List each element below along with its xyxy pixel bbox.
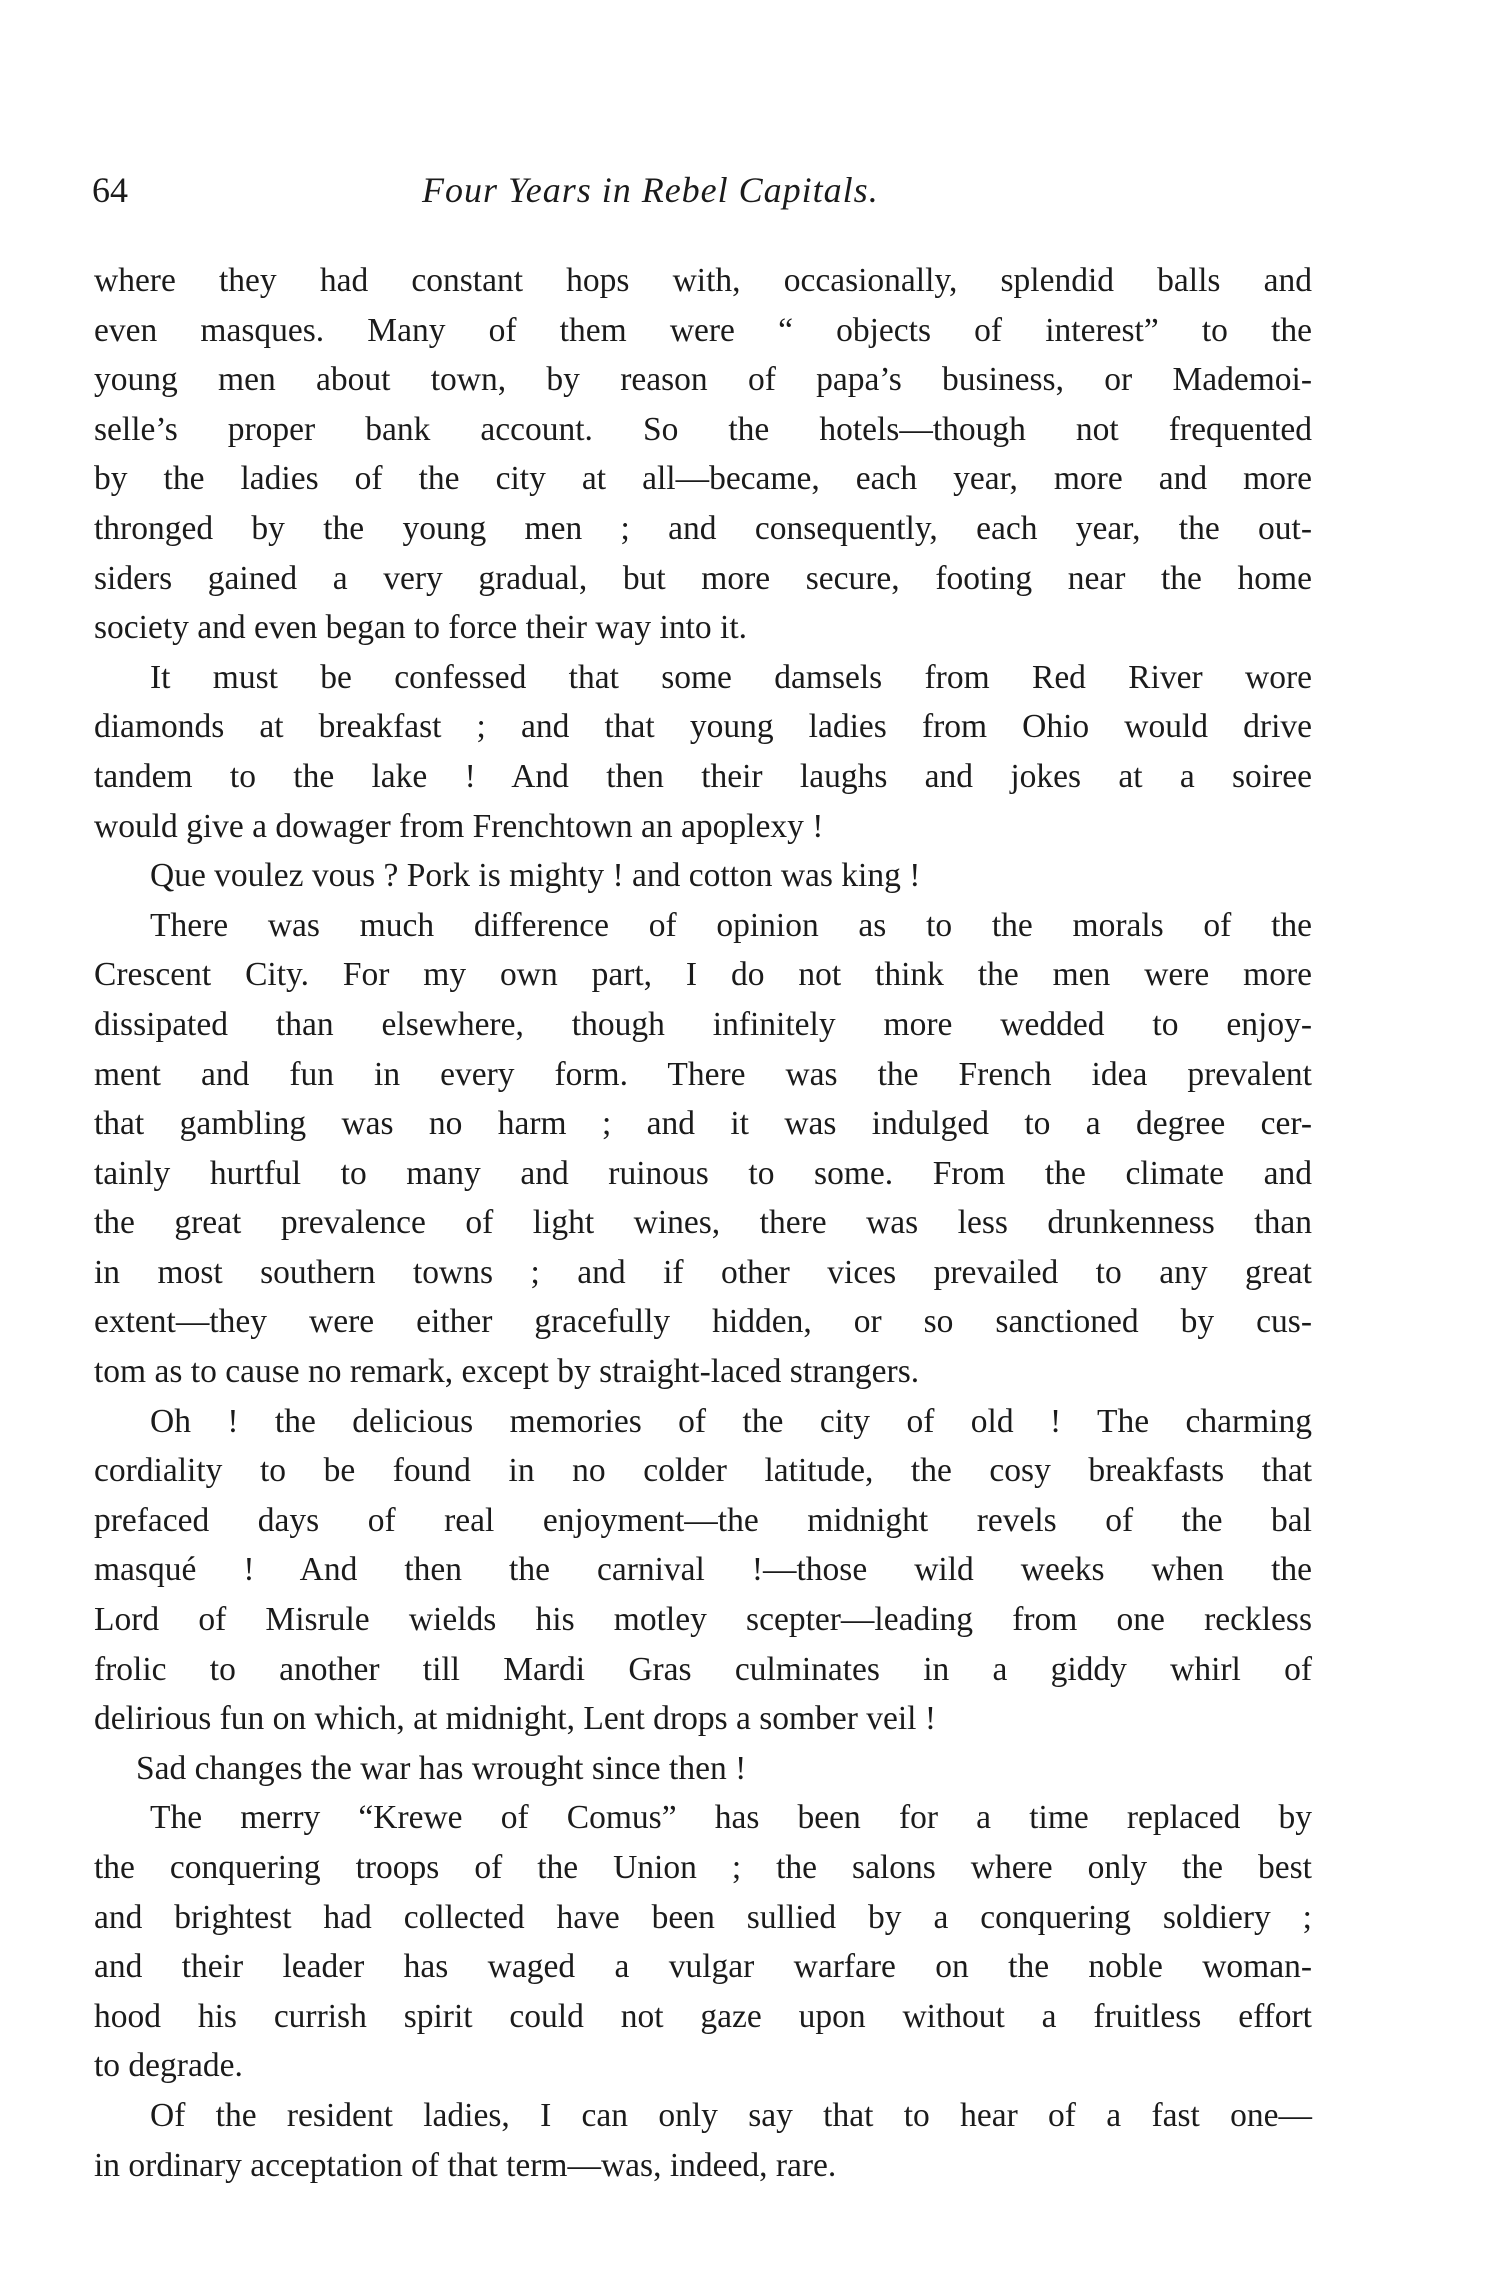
text-line: by the ladies of the city at all—became, each year, more and more [94, 460, 1312, 498]
text-line: Crescent City. For my own part, I do not think the men were more [94, 956, 1312, 994]
text-line: and brightest had collected have been sullied by a conquering soldiery ; [94, 1898, 1312, 1936]
text-line: prefaced days of real enjoyment—the midnight revels of the bal [94, 1501, 1312, 1539]
text-line: extent—they were either gracefully hidden, or so sanctioned by cus- [94, 1303, 1312, 1341]
text-line: in ordinary acceptation of that term—was, indeed, rare. [94, 2146, 837, 2184]
body-text [94, 256, 1312, 2190]
text-line: dissipated than elsewhere, though infinitely more wedded to enjoy- [94, 1005, 1312, 1043]
page-header [92, 168, 1312, 218]
text-line: where they had constant hops with, occasionally, splendid balls and [94, 262, 1312, 299]
text-line: to degrade. [94, 2047, 243, 2085]
text-line: masqué ! And then the carnival !—those wild weeks when the [94, 1551, 1312, 1589]
text-line: selle’s proper bank account. So the hotels—though not frequented [94, 410, 1312, 448]
text-line: Sad changes the war has wrought since then ! [136, 1749, 747, 1787]
text-line: ment and fun in every form. There was the French idea prevalent [94, 1055, 1312, 1093]
text-line: Lord of Misrule wields his motley scepter—leading from one reckless [94, 1601, 1312, 1639]
text-line: tandem to the lake ! And then their laughs and jokes at a soiree [94, 757, 1312, 795]
text-line: the conquering troops of the Union ; the salons where only the best [94, 1849, 1312, 1886]
text-line: would give a dowager from Frenchtown an apoplexy ! [94, 807, 824, 845]
text-line: even masques. Many of them were “ objects of interest” to the [94, 311, 1312, 349]
text-line: tom as to cause no remark, except by straight-laced strangers. [94, 1353, 920, 1391]
text-line: hood his currish spirit could not gaze upon without a fruitless effort [94, 1997, 1312, 2035]
text-line: diamonds at breakfast ; and that young ladies from Ohio would drive [94, 708, 1312, 746]
text-line: cordiality to be found in no colder latitude, the cosy breakfasts that [94, 1452, 1312, 1490]
text-line: tainly hurtful to many and ruinous to some. From the climate and [94, 1154, 1312, 1192]
text-line: It must be confessed that some damsels from Red River wore [150, 658, 1312, 696]
text-line: thronged by the young men ; and consequently, each year, the out- [94, 509, 1312, 547]
text-line: delirious fun on which, at midnight, Lent drops a somber veil ! [94, 1700, 936, 1738]
text-line: and their leader has waged a vulgar warfare on the noble woman- [94, 1948, 1312, 1986]
text-line: Oh ! the delicious memories of the city of old ! The charming [150, 1402, 1312, 1440]
text-line: Que voulez vous ? Pork is mighty ! and cotton was king ! [150, 857, 921, 895]
text-line: in most southern towns ; and if other vices prevailed to any great [94, 1253, 1312, 1291]
text-line: siders gained a very gradual, but more secure, footing near the home [94, 559, 1312, 597]
page-number: 64 [92, 170, 128, 210]
text-line: society and even began to force their way into it. [94, 609, 748, 647]
text-line: frolic to another till Mardi Gras culminates in a giddy whirl of [94, 1650, 1312, 1688]
text-line: that gambling was no harm ; and it was indulged to a degree cer- [94, 1105, 1312, 1143]
running-title: Four Years in Rebel Capitals. [422, 170, 879, 210]
text-line: The merry “Krewe of Comus” has been for a time replaced by [150, 1799, 1312, 1837]
text-line: There was much difference of opinion as to the morals of the [150, 906, 1312, 944]
text-line: Of the resident ladies, I can only say that to hear of a fast one— [150, 2096, 1312, 2134]
text-line: the great prevalence of light wines, there was less drunkenness than [94, 1204, 1312, 1242]
text-line: young men about town, by reason of papa’s business, or Mademoi- [94, 361, 1312, 399]
